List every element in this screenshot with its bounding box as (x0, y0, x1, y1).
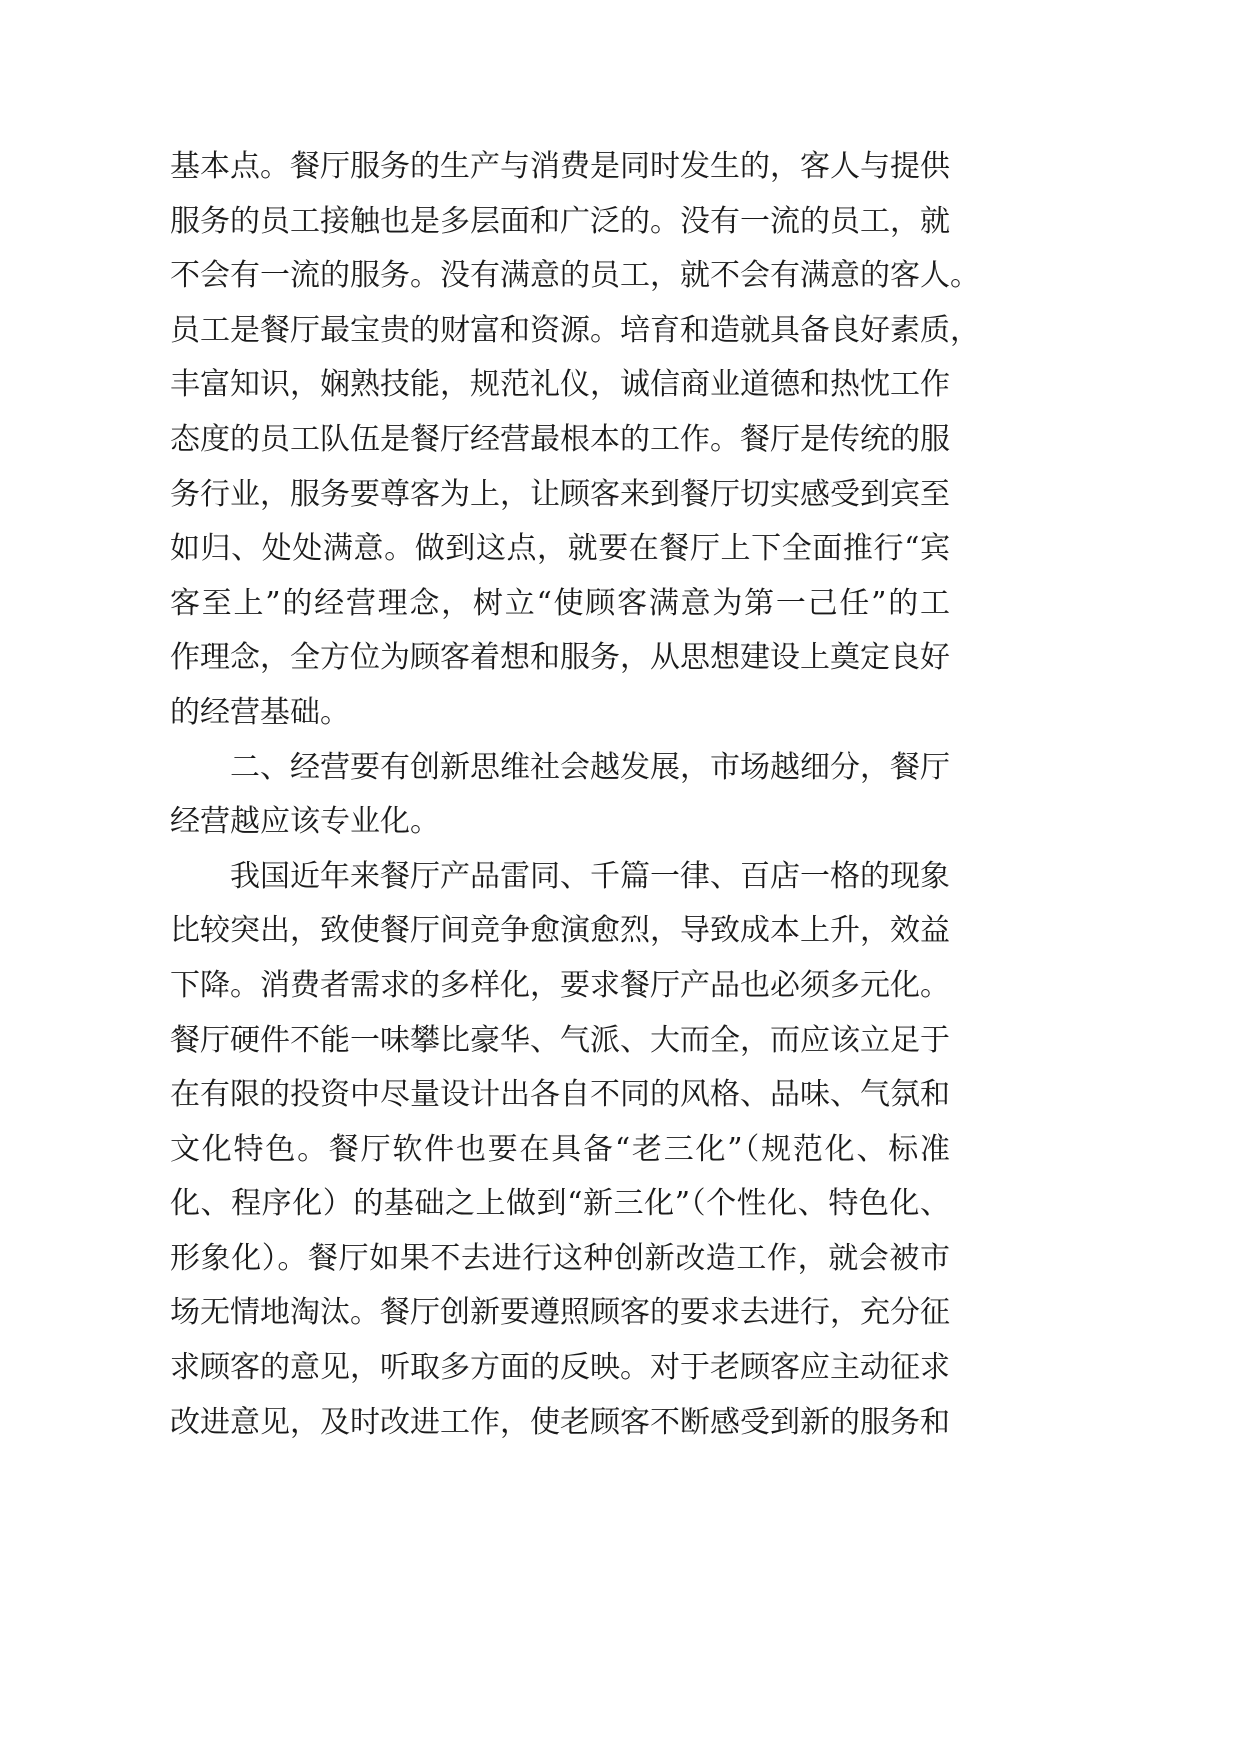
text-line: 下降。消费者需求的多样化，要求餐厅产品也必须多元化。 (170, 967, 950, 1003)
section-heading-line: 二、经营要有创新思维社会越发展，市场越细分，餐厅 (230, 749, 950, 785)
text-line: 不会有一流的服务。没有满意的员工，就不会有满意的客人。 (170, 258, 980, 294)
text-line: 如归、处处满意。做到这点，就要在餐厅上下全面推行“宾 (170, 531, 950, 567)
text-line: 作理念，全方位为顾客着想和服务，从思想建设上奠定良好 (170, 640, 950, 676)
text-line: 丰富知识，娴熟技能，规范礼仪，诚信商业道德和热忱工作 (170, 367, 950, 403)
text-line: 我国近年来餐厅产品雷同、千篇一律、百店一格的现象 (230, 858, 950, 894)
text-line: 客至上”的经营理念，树立“使顾客满意为第一己任”的工 (170, 585, 950, 621)
text-line: 比较突出，致使餐厅间竞争愈演愈烈，导致成本上升，效益 (170, 913, 950, 949)
text-line: 文化特色。餐厅软件也要在具备“老三化”（规范化、标准 (170, 1131, 950, 1167)
text-line: 形象化）。餐厅如果不去进行这种创新改造工作，就会被市 (170, 1240, 950, 1276)
text-line: 求顾客的意见，听取多方面的反映。对于老顾客应主动征求 (170, 1350, 950, 1386)
text-line: 务行业，服务要尊客为上，让顾客来到餐厅切实感受到宾至 (170, 476, 950, 512)
text-line: 餐厅硬件不能一味攀比豪华、气派、大而全，而应该立足于 (170, 1022, 950, 1058)
text-line: 服务的员工接触也是多层面和广泛的。没有一流的员工，就 (170, 203, 950, 239)
text-line: 的经营基础。 (170, 694, 350, 730)
text-line: 员工是餐厅最宝贵的财富和资源。培育和造就具备良好素质， (170, 312, 980, 348)
text-line: 基本点。餐厅服务的生产与消费是同时发生的，客人与提供 (170, 149, 950, 184)
text-line: 在有限的投资中尽量设计出各自不同的风格、品味、气氛和 (170, 1077, 950, 1113)
section-heading-line: 经营越应该专业化。 (170, 804, 440, 840)
text-line: 化、程序化）的基础之上做到“新三化”（个性化、特色化、 (170, 1186, 950, 1222)
text-line: 态度的员工队伍是餐厅经营最根本的工作。餐厅是传统的服 (170, 421, 950, 457)
text-line: 场无情地淘汰。餐厅创新要遵照顾客的要求去进行，充分征 (170, 1295, 950, 1331)
text-line: 改进意见，及时改进工作，使老顾客不断感受到新的服务和 (170, 1404, 950, 1440)
body-text (170, 140, 980, 1450)
